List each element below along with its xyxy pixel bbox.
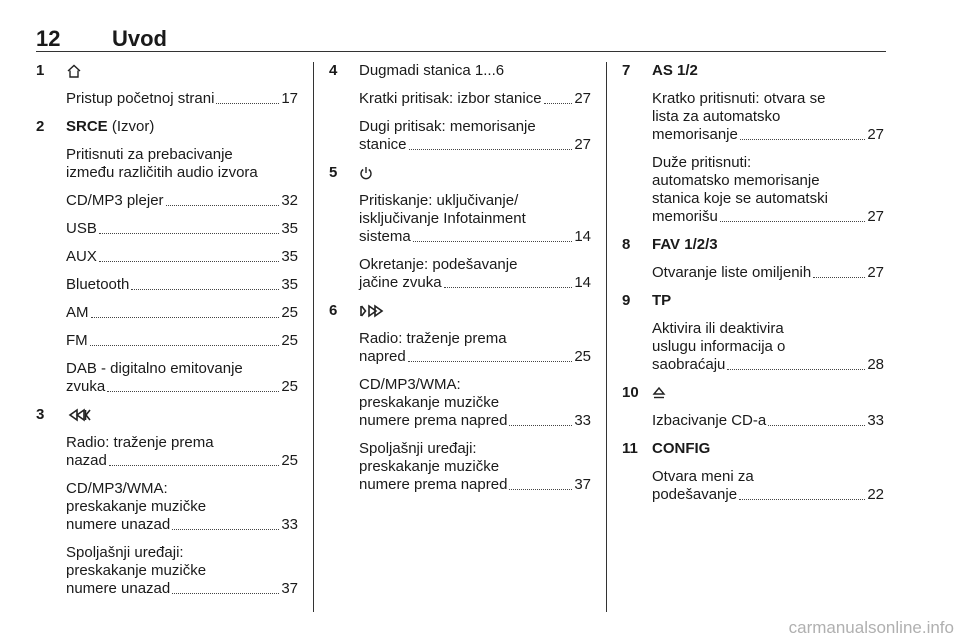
entry-description	[66, 480, 298, 534]
entry-heading	[329, 62, 591, 80]
description-line: CD/MP3/WMA:	[359, 376, 461, 393]
description-text: AUX	[66, 248, 97, 265]
description-last-line	[359, 476, 591, 494]
entry-description	[66, 304, 298, 322]
entry-description	[359, 192, 591, 246]
entry-heading	[622, 236, 884, 254]
column-left	[36, 62, 298, 608]
page-reference[interactable]: 14	[574, 228, 591, 245]
description-line: lista za automatsko	[652, 108, 781, 125]
description-line: Aktivira ili deaktivira	[652, 320, 784, 337]
entry-label-extra: (Izvor)	[107, 118, 155, 135]
entry-description	[359, 330, 591, 366]
page-reference[interactable]: 27	[867, 208, 884, 225]
manual-entry	[622, 236, 884, 282]
manual-entry	[36, 118, 298, 396]
entry-description	[66, 434, 298, 470]
manual-entry	[36, 62, 298, 108]
description-last-line	[66, 304, 298, 322]
page-reference[interactable]: 35	[281, 220, 298, 237]
description-last-line	[359, 228, 591, 246]
description-text: saobraćaju	[652, 356, 726, 373]
entry-number: 2	[36, 118, 45, 135]
description-line: Dugi pritisak: memorisanje	[359, 118, 536, 135]
description-line: Otvara meni za	[652, 468, 754, 485]
dot-leader	[409, 149, 573, 150]
description-text: numere prema napred	[359, 412, 508, 429]
description-line: Pritisnuti za prebacivanje	[66, 146, 233, 163]
page-reference[interactable]: 32	[281, 192, 298, 209]
entry-heading	[329, 302, 591, 320]
entry-heading	[329, 164, 591, 182]
page-reference[interactable]: 25	[574, 348, 591, 365]
dot-leader	[131, 289, 279, 290]
entry-heading	[622, 384, 884, 402]
eject-icon	[652, 386, 666, 400]
entry-number: 7	[622, 62, 631, 79]
entry-label	[359, 302, 385, 320]
description-last-line	[66, 332, 298, 350]
column-middle	[329, 62, 591, 504]
dot-leader	[740, 139, 865, 140]
page-reference[interactable]: 27	[867, 126, 884, 143]
description-last-line	[66, 580, 298, 598]
description-text: Kratki pritisak: izbor stanice	[359, 90, 542, 107]
page-reference[interactable]: 27	[574, 90, 591, 107]
manual-entry	[622, 440, 884, 504]
entry-description	[652, 468, 884, 504]
description-text: zvuka	[66, 378, 106, 395]
entry-label	[652, 236, 718, 254]
entry-description	[359, 118, 591, 154]
dot-leader	[413, 241, 573, 242]
description-text: sistema	[359, 228, 411, 245]
description-last-line	[66, 192, 298, 210]
description-line: Kratko pritisnuti: otvara se	[652, 90, 826, 107]
description-line: preskakanje muzičke	[66, 562, 207, 579]
dot-leader	[172, 593, 279, 594]
description-line: automatsko memorisanje	[652, 172, 820, 189]
entry-label	[359, 62, 504, 80]
description-last-line	[359, 412, 591, 430]
dot-leader	[91, 317, 280, 318]
entry-label-text: AS 1/2	[652, 62, 698, 79]
manual-entry	[622, 384, 884, 430]
entry-number: 8	[622, 236, 631, 253]
entry-description	[652, 90, 884, 144]
description-text: stanice	[359, 136, 407, 153]
entry-label	[652, 62, 698, 80]
dot-leader	[216, 103, 279, 104]
entry-description	[66, 220, 298, 238]
description-line: stanica koje se automatski	[652, 190, 828, 207]
column-divider	[313, 62, 314, 612]
page-header	[36, 26, 886, 50]
description-text: nazad	[66, 452, 107, 469]
entry-number: 4	[329, 62, 338, 79]
entry-number: 3	[36, 406, 45, 423]
description-text: napred	[359, 348, 406, 365]
page-reference[interactable]: 28	[867, 356, 884, 373]
description-line: CD/MP3/WMA:	[66, 480, 168, 497]
description-text: numere prema napred	[359, 476, 508, 493]
entry-description	[652, 154, 884, 226]
manual-entry	[622, 292, 884, 374]
entry-description	[652, 320, 884, 374]
description-last-line	[652, 264, 884, 282]
page-reference[interactable]: 27	[574, 136, 591, 153]
description-text: numere unazad	[66, 516, 171, 533]
column-right	[622, 62, 884, 514]
entry-label	[652, 440, 710, 458]
description-last-line	[652, 126, 884, 144]
entry-description	[652, 264, 884, 282]
entry-description	[66, 90, 298, 108]
description-line: isključivanje Infotainment	[359, 210, 526, 227]
description-last-line	[359, 136, 591, 154]
description-last-line	[66, 220, 298, 238]
description-line: Radio: traženje prema	[359, 330, 507, 347]
description-line: preskakanje muzičke	[359, 394, 500, 411]
entry-description	[66, 146, 298, 182]
page-reference[interactable]: 25	[281, 332, 298, 349]
dot-leader	[727, 369, 865, 370]
description-text: podešavanje	[652, 486, 738, 503]
entry-label	[66, 62, 82, 80]
description-last-line	[66, 378, 298, 396]
entry-number: 10	[622, 384, 639, 401]
entry-description	[66, 360, 298, 396]
entry-heading	[36, 62, 298, 80]
entry-number: 9	[622, 292, 631, 309]
watermark: carmanualsonline.info	[788, 618, 954, 637]
dot-leader	[408, 361, 573, 362]
column-divider	[606, 62, 607, 612]
description-line: Duže pritisnuti:	[652, 154, 752, 171]
description-last-line	[652, 412, 884, 430]
page-reference[interactable]: 27	[867, 264, 884, 281]
entry-label-text: SRCE	[66, 118, 108, 135]
page-reference[interactable]: 35	[281, 276, 298, 293]
entry-heading	[622, 440, 884, 458]
entry-label-text: FAV 1/2/3	[652, 236, 718, 253]
dot-leader	[109, 465, 279, 466]
entry-description	[652, 412, 884, 430]
description-text: numere unazad	[66, 580, 171, 597]
dot-leader	[509, 489, 572, 490]
entry-number: 1	[36, 62, 45, 79]
entry-description	[359, 376, 591, 430]
description-line: Radio: traženje prema	[66, 434, 214, 451]
description-text: jačine zvuka	[359, 274, 442, 291]
entry-label-extra: Dugmadi stanica 1...6	[359, 62, 505, 79]
page-title: Uvod	[112, 26, 167, 51]
entry-description	[66, 248, 298, 266]
manual-entry	[329, 62, 591, 154]
seek-forward-icon	[359, 304, 385, 318]
description-last-line	[66, 164, 298, 182]
page-reference[interactable]: 35	[281, 248, 298, 265]
entry-heading	[36, 406, 298, 424]
home-icon	[66, 63, 82, 79]
entry-description	[66, 192, 298, 210]
entry-label-text: TP	[652, 292, 672, 309]
dot-leader	[739, 499, 865, 500]
manual-entry	[622, 62, 884, 226]
description-last-line	[652, 486, 884, 504]
description-line: Spoljašnji uređaji:	[359, 440, 477, 457]
dot-leader	[444, 287, 573, 288]
page-reference[interactable]: 25	[281, 304, 298, 321]
description-last-line	[66, 452, 298, 470]
page-reference[interactable]: 33	[867, 412, 884, 429]
description-text: FM	[66, 332, 88, 349]
description-text: USB	[66, 220, 97, 237]
description-last-line	[652, 356, 884, 374]
entry-label	[66, 406, 92, 424]
page-reference[interactable]: 33	[574, 412, 591, 429]
description-line: uslugu informacija o	[652, 338, 786, 355]
description-text: memorisanje	[652, 126, 738, 143]
header-rule	[36, 51, 886, 52]
page-reference[interactable]: 22	[867, 486, 884, 503]
entry-description	[359, 256, 591, 292]
description-text: AM	[66, 304, 89, 321]
dot-leader	[107, 391, 279, 392]
entry-description	[66, 276, 298, 294]
dot-leader	[768, 425, 865, 426]
page-reference[interactable]: 37	[574, 476, 591, 493]
page-reference[interactable]: 25	[281, 378, 298, 395]
power-icon	[359, 166, 373, 180]
manual-entry	[329, 164, 591, 292]
description-last-line	[66, 90, 298, 108]
entry-label	[66, 118, 154, 136]
description-text: Pristup početnoj strani	[66, 90, 215, 107]
description-text: Otvaranje liste omiljenih	[652, 264, 812, 281]
entry-number: 6	[329, 302, 338, 319]
description-text: Bluetooth	[66, 276, 130, 293]
description-last-line	[359, 274, 591, 292]
description-line: DAB - digitalno emitovanje	[66, 360, 243, 377]
description-line: preskakanje muzičke	[359, 458, 500, 475]
description-text: memorišu	[652, 208, 718, 225]
entry-description	[359, 440, 591, 494]
entry-label	[359, 164, 373, 182]
page-reference[interactable]: 37	[281, 580, 298, 597]
entry-description	[359, 90, 591, 108]
description-last-line	[66, 276, 298, 294]
page-reference[interactable]: 33	[281, 516, 298, 533]
dot-leader	[90, 345, 280, 346]
description-last-line	[359, 348, 591, 366]
dot-leader	[99, 261, 279, 262]
dot-leader	[544, 103, 573, 104]
description-line: Pritiskanje: uključivanje/	[359, 192, 519, 209]
description-line: Spoljašnji uređaji:	[66, 544, 184, 561]
entry-heading	[622, 292, 884, 310]
entry-number: 11	[622, 440, 638, 457]
entry-description	[66, 544, 298, 598]
description-last-line	[652, 208, 884, 226]
page-reference[interactable]: 25	[281, 452, 298, 469]
dot-leader	[172, 529, 279, 530]
dot-leader	[99, 233, 279, 234]
entry-heading	[622, 62, 884, 80]
entry-number: 5	[329, 164, 338, 181]
description-line: Okretanje: podešavanje	[359, 256, 518, 273]
entry-label-text: CONFIG	[652, 440, 711, 457]
description-text: CD/MP3 plejer	[66, 192, 164, 209]
dot-leader	[813, 277, 865, 278]
entry-label	[652, 384, 666, 402]
manual-entry	[36, 406, 298, 598]
description-line: preskakanje muzičke	[66, 498, 207, 515]
dot-leader	[166, 205, 280, 206]
page-reference[interactable]: 14	[574, 274, 591, 291]
page-reference[interactable]: 17	[281, 90, 298, 107]
seek-back-icon	[66, 408, 92, 422]
description-last-line	[66, 516, 298, 534]
dot-leader	[720, 221, 865, 222]
manual-entry	[329, 302, 591, 494]
page-number: 12	[36, 26, 61, 51]
entry-label	[652, 292, 671, 310]
dot-leader	[509, 425, 572, 426]
description-last-line	[66, 248, 298, 266]
entry-heading	[36, 118, 298, 136]
description-text: između različitih audio izvora	[66, 164, 258, 181]
description-text: Izbacivanje CD-a	[652, 412, 767, 429]
description-last-line	[359, 90, 591, 108]
entry-description	[66, 332, 298, 350]
